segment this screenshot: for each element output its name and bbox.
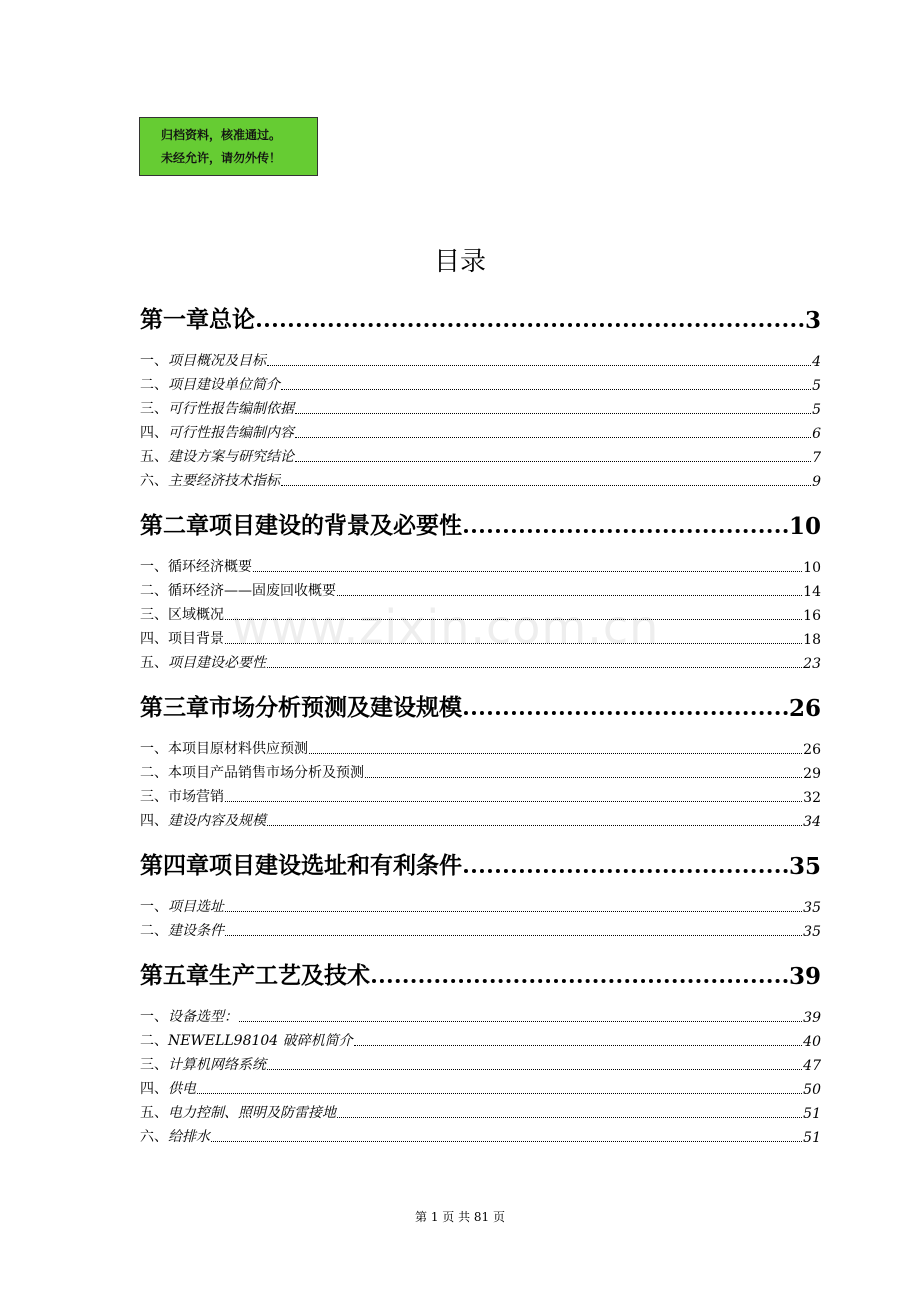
section-page-number: 6 (812, 426, 821, 442)
chapter-title: 第五章生产工艺及技术 (140, 962, 370, 989)
section-title: 设备选型： (168, 1009, 238, 1025)
section-number: 一、 (140, 741, 168, 757)
toc-chapter-entry[interactable] (140, 684, 821, 722)
section-page-number: 26 (803, 742, 821, 758)
section-page-number: 18 (803, 632, 821, 648)
section-title: 项目背景 (168, 631, 224, 647)
section-title: 项目建设必要性 (168, 655, 266, 671)
toc-section-entry[interactable] (140, 1122, 821, 1146)
dot-leader (257, 323, 804, 327)
section-title: 项目选址 (168, 899, 224, 915)
toc-section-entry[interactable] (140, 576, 821, 600)
section-title: 循环经济概要 (168, 559, 252, 575)
section-number: 四、 (140, 1081, 168, 1097)
section-number: 一、 (140, 353, 168, 369)
section-number: 二、 (140, 583, 168, 599)
toc-title: 目录 (433, 247, 486, 277)
dot-leader (281, 485, 811, 486)
section-page-number: 47 (803, 1058, 821, 1074)
section-title: 本项目产品销售市场分析及预测 (168, 765, 364, 781)
chapter-title: 第三章市场分析预测及建设规模 (140, 694, 462, 721)
section-title: NEWELL98104 破碎机简介 (168, 1033, 353, 1049)
stamp-line-2: 未经允许，请勿外传！ (161, 151, 282, 165)
section-title: 建设条件 (168, 923, 224, 939)
section-number: 一、 (140, 899, 168, 915)
section-title: 计算机网络系统 (168, 1057, 266, 1073)
section-number: 一、 (140, 559, 168, 575)
section-number: 四、 (140, 813, 168, 829)
dot-leader (309, 753, 802, 754)
section-list (140, 552, 821, 672)
dot-leader (225, 801, 802, 802)
archive-stamp (139, 117, 318, 176)
toc-section-entry[interactable] (140, 806, 821, 830)
section-title: 供电 (168, 1081, 196, 1097)
section-title: 循环经济——固废回收概要 (168, 583, 336, 599)
chapter-page-number: 39 (788, 963, 821, 990)
section-title: 可行性报告编制依据 (168, 401, 294, 417)
section-title: 主要经济技术指标 (168, 473, 280, 489)
dot-leader (365, 777, 802, 778)
watermark: www.zixin.com.cn (232, 600, 660, 654)
dot-leader (267, 667, 802, 668)
section-title: 电力控制、照明及防雷接地 (168, 1105, 336, 1121)
toc-section-entry[interactable] (140, 346, 821, 370)
section-number: 六、 (140, 473, 168, 489)
chapter-title: 第二章项目建设的背景及必要性 (140, 512, 462, 539)
toc-section-entry[interactable] (140, 418, 821, 442)
dot-leader (464, 869, 788, 873)
section-page-number: 40 (803, 1034, 821, 1050)
chapter-page-number: 3 (804, 307, 821, 334)
section-page-number: 39 (803, 1010, 821, 1026)
stamp-line-1: 归档资料，核准通过。 (161, 128, 282, 142)
dot-leader (225, 935, 802, 936)
section-list (140, 734, 821, 830)
section-number: 五、 (140, 655, 168, 671)
dot-leader (372, 979, 788, 983)
section-number: 三、 (140, 789, 168, 805)
section-page-number: 35 (803, 900, 821, 916)
section-page-number: 16 (803, 608, 821, 624)
dot-leader (295, 413, 811, 414)
section-page-number: 32 (803, 790, 821, 806)
dot-leader (225, 911, 802, 912)
toc-section-entry[interactable] (140, 916, 821, 940)
dot-leader (295, 437, 811, 438)
dot-leader (267, 825, 802, 826)
section-title: 本项目原材料供应预测 (168, 741, 308, 757)
section-page-number: 5 (812, 378, 821, 394)
section-title: 给排水 (168, 1129, 210, 1145)
chapter-title: 第四章项目建设选址和有利条件 (140, 852, 462, 879)
section-page-number: 4 (812, 354, 821, 370)
toc-section-entry[interactable] (140, 1074, 821, 1098)
chapter-title: 第一章总论 (140, 306, 255, 333)
section-number: 四、 (140, 631, 168, 647)
chapter-page-number: 10 (788, 513, 821, 540)
toc-chapter-entry[interactable] (140, 842, 821, 880)
dot-leader (253, 571, 802, 572)
dot-leader (464, 711, 788, 715)
toc-section-entry[interactable] (140, 892, 821, 916)
toc-section-entry[interactable] (140, 1098, 821, 1122)
dot-leader (225, 643, 802, 644)
section-page-number: 35 (803, 924, 821, 940)
section-number: 五、 (140, 449, 168, 465)
section-title: 项目建设单位简介 (168, 377, 280, 393)
section-page-number: 14 (803, 584, 821, 600)
page-footer: 第 1 页 共 81 页 (415, 1210, 505, 1224)
chapter-page-number: 26 (788, 695, 821, 722)
section-page-number: 7 (812, 450, 821, 466)
section-title: 项目概况及目标 (168, 353, 266, 369)
toc-section-entry[interactable] (140, 734, 821, 758)
section-number: 三、 (140, 1057, 168, 1073)
section-page-number: 23 (803, 656, 821, 672)
dot-leader (197, 1093, 802, 1094)
section-number: 三、 (140, 607, 168, 623)
section-page-number: 9 (812, 474, 821, 490)
section-title: 市场营销 (168, 789, 224, 805)
dot-leader (295, 461, 811, 462)
toc-section-entry[interactable] (140, 370, 821, 394)
section-title: 建设方案与研究结论 (168, 449, 294, 465)
toc-section-entry[interactable] (140, 600, 821, 624)
chapter-page-number: 35 (788, 853, 821, 880)
dot-leader (354, 1045, 803, 1046)
toc-section-entry[interactable] (140, 466, 821, 490)
dot-leader (211, 1141, 802, 1142)
dot-leader (239, 1021, 802, 1022)
section-page-number: 50 (803, 1082, 821, 1098)
section-page-number: 51 (803, 1130, 821, 1146)
toc-section-entry[interactable] (140, 782, 821, 806)
toc-section-entry[interactable] (140, 394, 821, 418)
toc-chapter-entry[interactable] (140, 952, 821, 990)
section-list (140, 892, 821, 940)
section-number: 二、 (140, 377, 168, 393)
section-page-number: 29 (803, 766, 821, 782)
section-number: 二、 (140, 1033, 168, 1049)
section-number: 二、 (140, 765, 168, 781)
toc-section-entry[interactable] (140, 758, 821, 782)
section-title: 区域概况 (168, 607, 224, 623)
section-number: 二、 (140, 923, 168, 939)
toc-section-entry[interactable] (140, 624, 821, 648)
toc-section-entry[interactable] (140, 648, 821, 672)
section-page-number: 10 (803, 560, 821, 576)
section-list (140, 1002, 821, 1146)
dot-leader (337, 595, 802, 596)
dot-leader (337, 1117, 802, 1118)
dot-leader (267, 365, 811, 366)
section-number: 六、 (140, 1129, 168, 1145)
toc-section-entry[interactable] (140, 1050, 821, 1074)
toc-section-entry[interactable] (140, 552, 821, 576)
toc-chapter-entry[interactable] (140, 502, 821, 540)
section-list (140, 346, 821, 490)
toc-section-entry[interactable] (140, 1002, 821, 1026)
section-page-number: 34 (803, 814, 821, 830)
section-page-number: 51 (803, 1106, 821, 1122)
toc-chapter-entry[interactable] (140, 296, 821, 334)
section-number: 三、 (140, 401, 168, 417)
dot-leader (267, 1069, 802, 1070)
toc-section-entry[interactable] (140, 442, 821, 466)
toc-section-entry[interactable] (140, 1026, 821, 1050)
section-title: 建设内容及规模 (168, 813, 266, 829)
section-number: 五、 (140, 1105, 168, 1121)
section-title: 可行性报告编制内容 (168, 425, 294, 441)
dot-leader (281, 389, 811, 390)
dot-leader (464, 529, 788, 533)
section-number: 一、 (140, 1009, 168, 1025)
section-page-number: 5 (812, 402, 821, 418)
section-number: 四、 (140, 425, 168, 441)
table-of-contents (140, 296, 821, 1158)
dot-leader (225, 619, 802, 620)
